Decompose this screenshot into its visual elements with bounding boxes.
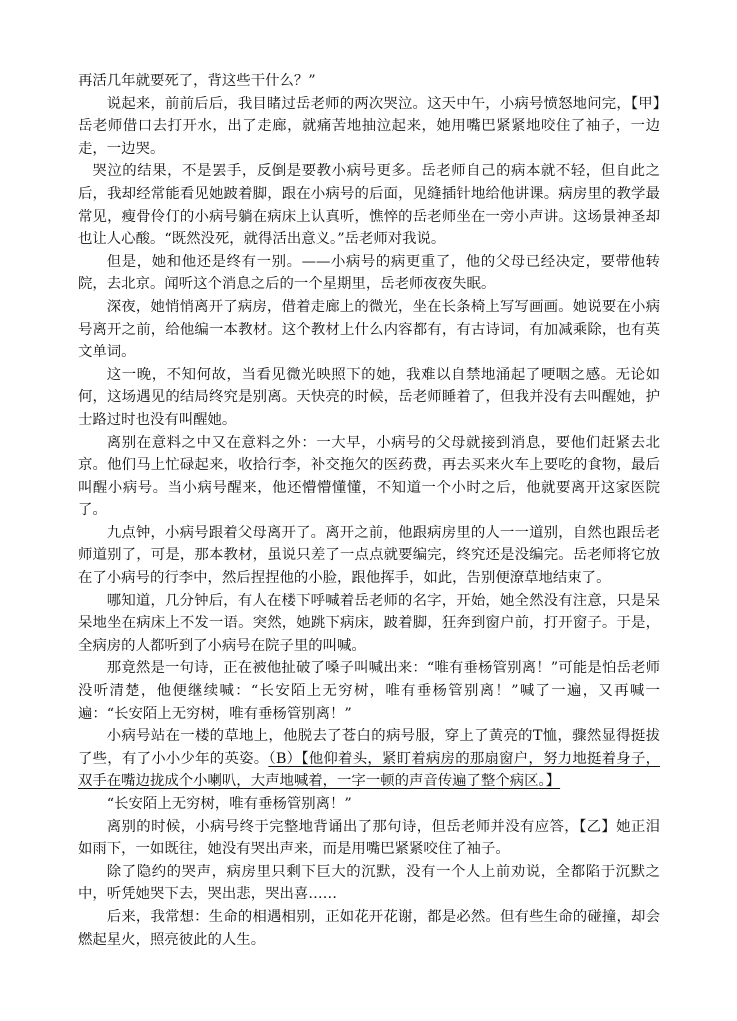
paragraph: 哭泣的结果，不是罢手，反倒是要教小病号更多。岳老师自己的病本就不轻，但自此之后，我却经常能看见她跛着脚，跟在小病号的后面，见缝插针地给他讲课。病房里的教学最常见，瘦骨伶仃的小病号躺在病床上认真听，憔悴的岳老师坐在一旁小声讲。这场景神圣却也让人心酸。“既然没死，就得活出意义。”岳老师对我说。 (78, 163, 660, 248)
paragraph: 哪知道，几分钟后，有人在楼下呼喊着岳老师的名字，开始，她全然没有注意，只是呆呆地坐在病床上不发一语。突然，她跳下病床，跛着脚，狂奔到窗户前，打开窗子。于是，全病房的人都听到了小病号在院子里的叫喊。 (78, 592, 660, 654)
paragraph: 九点钟，小病号跟着父母离开了。离开之前，他跟病房里的人一一道别，自然也跟岳老师道别了，可是，那本教材，虽说只差了一点点就要编完，终究还是没编完。岳老师将它放在了小病号的行李中，然后捏捏他的小脸，跟他挥手，如此，告别便潦草地结束了。 (78, 524, 660, 587)
underlined-passage-b: （B）【他仰着头，紧盯着病房的那扇窗户，努力地挺着身子，双手在嘴边拢成个小喇叭，大声地喊着，一字一顿的声音传遍了整个病区。】 (78, 750, 660, 790)
paragraph (78, 725, 660, 793)
paragraph: 这一晚，不知何故，当看见微光映照下的她，我难以自禁地涌起了哽咽之感。无论如何，这场遇见的结局终究是别离。天快亮的时候，岳老师睡着了，但我并没有去叫醒她，护士路过时也没有叫醒她。 (78, 366, 660, 428)
paragraph: “长安陌上无穷树，唯有垂杨管别离！” (106, 796, 352, 812)
article-text (78, 70, 660, 951)
paragraph: 离别在意料之中又在意料之外：一大早，小病号的父母就接到消息，要他们赶紧去北京。他们马上忙碌起来，收拾行李，补交拖欠的医药费，再去买来火车上要吃的食物，最后叫醒小病号。当小病号醒来，他还懵懵懂懂，不知道一个小时之后，他就要离开这家医院了。 (78, 434, 660, 519)
paragraph-text: 小病号站在一楼的草地上，他脱去了苍白的病号服，穿上了黄亮的T恤，骤然显得挺拔了些，有了小小少年的英姿。 (78, 728, 660, 767)
paragraph: 说起来，前前后后，我目睹过岳老师的两次哭泣。这天中午，小病号愤怒地问完，【甲】岳老师借口去打开水，出了走廊，就痛苦地抽泣起来，她用嘴巴紧紧地咬住了袖子，一边走，一边哭。 (78, 95, 660, 157)
paragraph: 深夜，她悄悄离开了病房，借着走廊上的微光，坐在长条椅上写写画画。她说要在小病号离开之前，给他编一本教材。这个教材上什么内容都有，有古诗词，有加减乘除，也有英文单词。 (78, 298, 660, 361)
paragraph: 那竟然是一句诗，正在被他扯破了嗓子叫喊出来：“唯有垂杨管别离！”可能是怕岳老师没听清楚，他便继续喊：“长安陌上无穷树，唯有垂杨管别离！”喊了一遍，又再喊一遍：“长安陌上无穷树，唯有垂杨管别离！” (78, 660, 660, 722)
paragraph: 后来，我常想：生命的相遇相别，正如花开花谢，都是必然。但有些生命的碰撞，却会燃起星火，照亮彼此的人生。 (78, 908, 660, 948)
paragraph: 离别的时候，小病号终于完整地背诵出了那句诗，但岳老师并没有应答，【乙】她正泪如雨下，一如既往，她没有哭出声来，而是用嘴巴紧紧咬住了袖子。 (78, 818, 660, 858)
paragraph: 但是，她和他还是终有一别。——小病号的病更重了，他的父母已经决定，要带他转院，去北京。闻听这个消息之后的一个星期里，岳老师夜夜失眠。 (78, 253, 660, 293)
paragraph: 除了隐约的哭声，病房里只剩下巨大的沉默，没有一个人上前劝说，全都陷于沉默之中，听凭她哭下去，哭出悲，哭出喜…… (78, 863, 660, 903)
paragraph: 再活几年就要死了，背这些干什么？” (78, 73, 316, 89)
